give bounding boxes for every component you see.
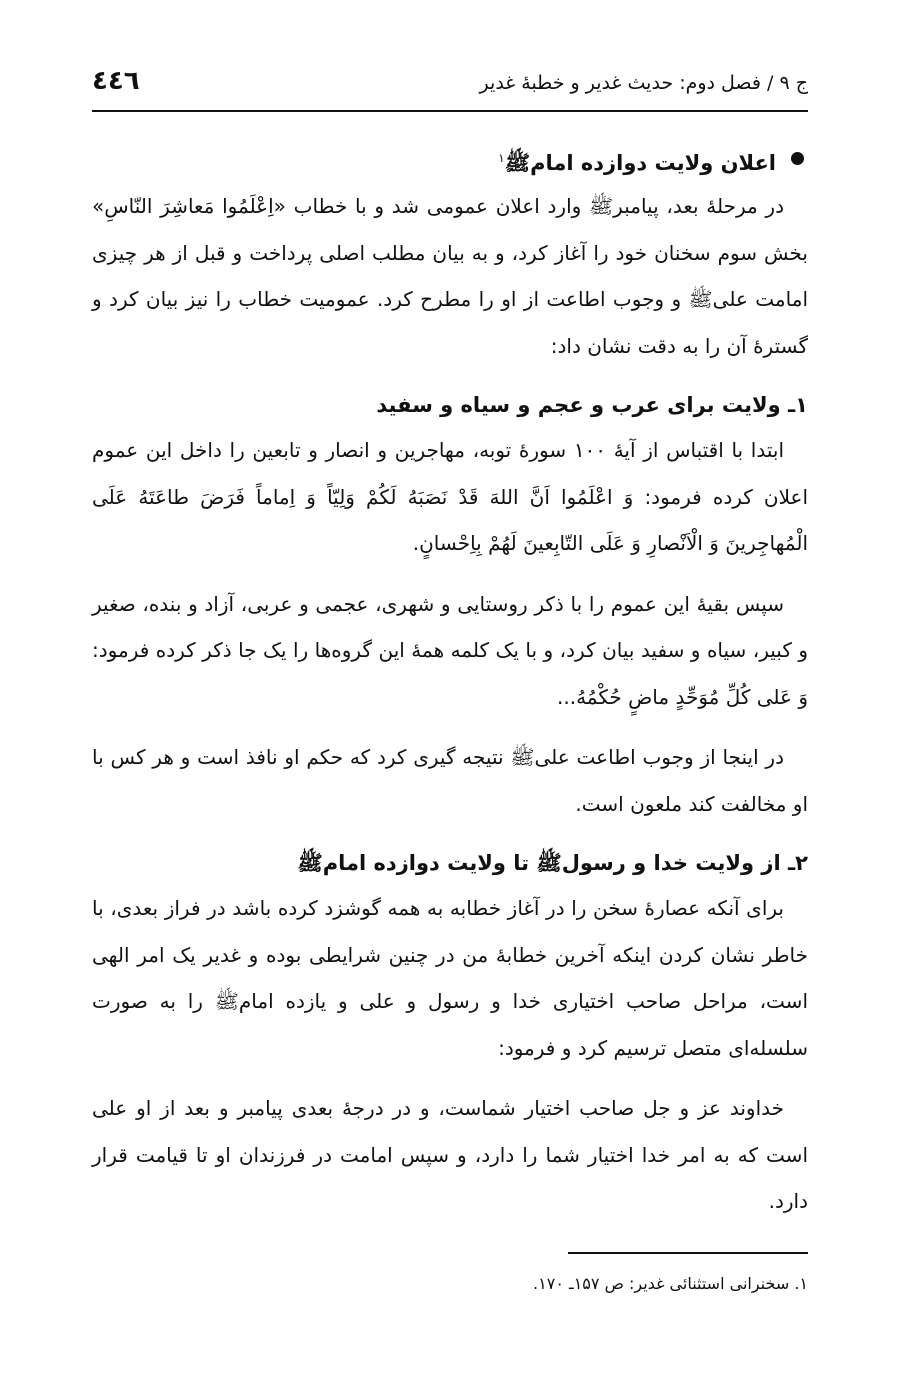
paragraph-chain: برای آنکه عصارهٔ سخن را در آغاز خطابه به همه گوشزد کرده باشد در فراز بعدی، با خاطر نشان کردن اینکه آخرین خطابهٔ من در چنین شرایطی بوده و غدیر یک امر الهی است، مراحل صاحب اختیاری خدا و رسول و علی و یازده امامﷺ را به صورت سلسله‌ای متصل ترسیم کرد و فرمود: [92,896,808,1060]
book-page [92,66,808,1293]
running-title: ج ۹ / فصل دوم: حدیث غدیر و خطبهٔ غدیر [479,72,808,94]
subheading-twelve-imams: ۲ـ از ولایت خدا و رسولﷺ تا ولایت دوازده امامﷺ [297,851,808,875]
footnote: ۱. سخنرانی استثنائی غدیر: ص ۱۵۷ـ ۱۷۰. [533,1274,808,1293]
page-number: ٤٤٦ [92,66,140,96]
footnote-reference: ۱ [498,151,505,165]
running-head [92,66,808,112]
section-heading [92,138,808,183]
subheading-arab-ajam: ۱ـ ولایت برای عرب و عجم و سیاه و سفید [376,393,808,417]
paragraph-authority: خداوند عز و جل صاحب اختیار شماست، و در درجهٔ بعدی پیامبر و بعد از او علی است که به امر خدا اختیار شما را دارد، و سپس امامت در فرزندان او تا قیامت قرار دارد. [92,1096,808,1213]
paragraph-muhajirin: ابتدا با اقتباس از آیهٔ ۱۰۰ سورهٔ توبه، مهاجرین و انصار و تابعین را داخل این عموم اعلان کرده فرمود: وَ اعْلَمُوا اَنَّ اللهَ قَدْ نَصَبَهُ لَكُمْ وَلِيّاً وَ اِماماً فَرَضَ طاعَتَهُ عَلَى الْمُهاجِرينَ وَ الْاَنْصارِ وَ عَلَى التّابِعينَ لَهُمْ بِاِحْسانٍ. [92,438,808,555]
paragraph-conclusion: در اینجا از وجوب اطاعت علیﷺ نتیجه گیری کرد که حکم او نافذ است و هر کس با او مخالفت کند ملعون است. [92,745,808,816]
footnote-divider [568,1252,808,1254]
bullet-icon [791,152,804,165]
paragraph-generality: سپس بقیهٔ این عموم را با ذکر روستایی و شهری، عجمی و عربی، آزاد و بنده، صغیر و کبیر، سیاه و سفید بیان کرد، و با یک کلمه همهٔ این گروه‌ها را یک جا ذکر کرده فرمود: وَ عَلى كُلِّ مُوَحِّدٍ ماضٍ حُكْمُهُ... [92,591,808,709]
section-title: اعلان ولایت دوازده امامﷺ [504,151,776,175]
paragraph-intro: در مرحلهٔ بعد، پیامبرﷺ وارد اعلان عمومی شد و با خطاب «اِعْلَمُوا مَعاشِرَ النّاسِ» بخش سوم سخنان خود را آغاز کرد، و به بیان مطلب اصلی پرداخت و قبل از هر چیزی امامت علیﷺ و وجوب اطاعت از او را مطرح کرد. عمومیت خطاب را نیز بیان کرد و گسترهٔ آن را به دقت نشان داد: [92,194,808,358]
